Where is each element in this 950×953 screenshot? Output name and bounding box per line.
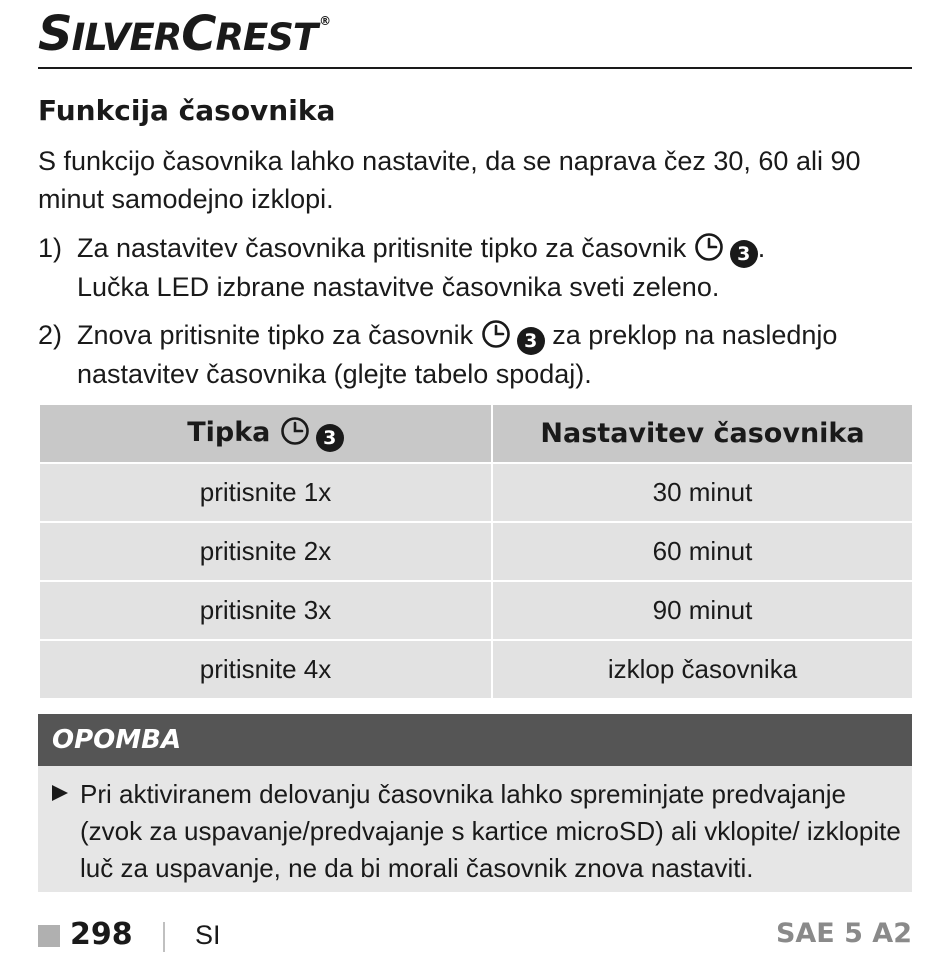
table-cell-setting: 60 minut	[492, 522, 913, 581]
clock-icon	[694, 232, 724, 262]
footer-marker	[38, 925, 60, 947]
table-cell-setting: 30 minut	[492, 463, 913, 522]
timer-table	[38, 403, 914, 700]
intro-paragraph: S funkcijo časovnika lahko nastavite, da se naprava čez 30, 60 ali 90 minut samodejno izklopi.	[38, 146, 861, 214]
table-header-button: Tipka 3	[39, 404, 492, 463]
arrow-right-icon	[52, 785, 68, 801]
brand-logo: SILVERCREST ®	[38, 6, 331, 62]
table-row	[39, 522, 913, 581]
step-number: 1)	[38, 233, 63, 263]
table-cell-press: pritisnite 1x	[39, 463, 492, 522]
table-row	[39, 581, 913, 640]
header-divider	[38, 67, 912, 69]
note-text: Pri aktiviranem delovanju časovnika lahko spreminjate predvajanje (zvok za uspavanje/predvajanje s kartice microSD) ali vklopite/ izklopite luč za uspavanje, ne da bi morali časovnik znova nastaviti.	[80, 779, 901, 883]
step-text: Za nastavitev časovnika pritisnite tipko za časovnik 3 . Lučka LED izbrane nastavitve časovnika sveti zeleno.	[77, 233, 766, 302]
model-number: SAE 5 A2	[775, 918, 912, 949]
table-cell-press: pritisnite 2x	[39, 522, 492, 581]
registered-mark: ®	[319, 14, 331, 28]
footer-divider	[163, 922, 165, 952]
note-title: OPOMBA	[38, 714, 912, 766]
step-number: 2)	[38, 320, 63, 350]
number-badge-icon: 3	[517, 327, 545, 355]
language-code: SI	[195, 920, 221, 950]
section-title: Funkcija časovnika	[38, 94, 336, 127]
table-cell-press: pritisnite 3x	[39, 581, 492, 640]
table-row	[39, 463, 913, 522]
table-row	[39, 640, 913, 699]
step-text: Znova pritisnite tipko za časovnik 3 za preklop na naslednjo nastavitev časovnika (glejte tabelo spodaj).	[77, 320, 838, 389]
number-badge-icon: 3	[730, 240, 758, 268]
page-number: 298	[70, 917, 133, 952]
table-cell-setting: 90 minut	[492, 581, 913, 640]
clock-icon	[481, 319, 511, 349]
table-header-row	[39, 404, 913, 463]
table-header-setting: Nastavitev časovnika	[492, 404, 913, 463]
clock-icon	[280, 416, 310, 446]
table-cell-setting: izklop časovnika	[492, 640, 913, 699]
note-box	[38, 766, 912, 892]
number-badge-icon: 3	[316, 424, 344, 452]
table-cell-press: pritisnite 4x	[39, 640, 492, 699]
